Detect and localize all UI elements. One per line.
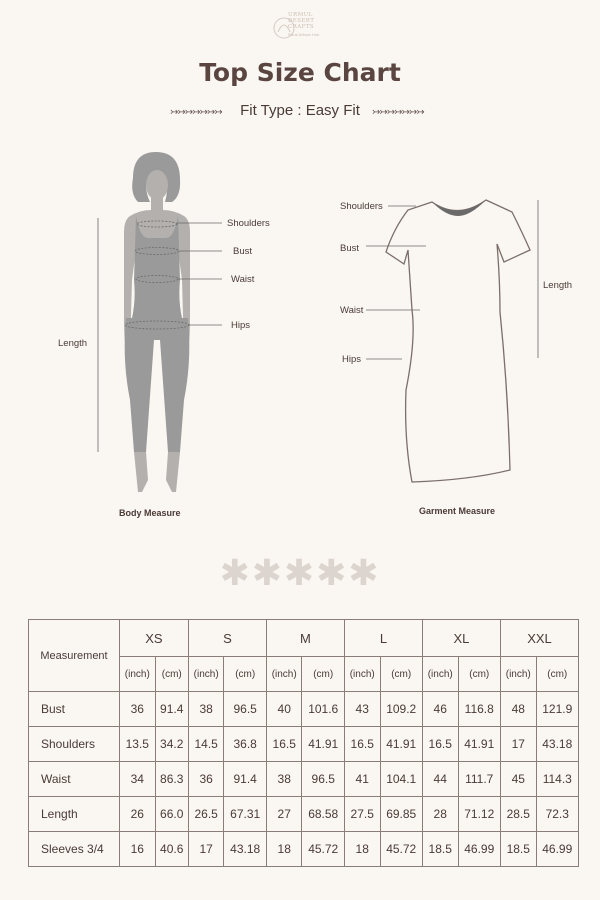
subtitle-row [0,102,600,124]
table-cell: 46.99 [458,832,500,867]
table-cell: 13.5 [120,727,156,762]
unit-cm: (cm) [302,657,344,692]
unit-cm: (cm) [458,657,500,692]
size-header: L [344,620,422,657]
table-cell: 43 [344,692,380,727]
table-row [29,727,579,762]
table-cell: 40.6 [155,832,188,867]
table-cell: 36 [120,692,156,727]
table-cell: 28.5 [500,797,536,832]
table-cell: 36 [188,762,224,797]
table-cell: 96.5 [302,762,344,797]
table-cell: 38 [266,762,302,797]
table-cell: 68.58 [302,797,344,832]
table-cell: 96.5 [224,692,266,727]
table-cell: 45.72 [380,832,422,867]
table-cell: 44 [422,762,458,797]
garment-label-hips: Hips [342,354,362,365]
size-header: XXL [500,620,578,657]
table-cell: 18 [266,832,302,867]
table-cell: 18.5 [422,832,458,867]
table-cell: 72.3 [536,797,578,832]
table-cell: 27 [266,797,302,832]
table-cell: 101.6 [302,692,344,727]
garment-label-waist: Waist [340,305,364,316]
table-cell: 116.8 [458,692,500,727]
table-cell: 38 [188,692,224,727]
table-cell: 26.5 [188,797,224,832]
table-cell: 45.72 [302,832,344,867]
table-cell: 121.9 [536,692,578,727]
measurement-name: Bust [29,692,120,727]
body-label-bust: Bust [233,246,253,257]
table-row [29,692,579,727]
size-header: M [266,620,344,657]
table-row [29,797,579,832]
table-cell: 36.8 [224,727,266,762]
table-cell: 16.5 [422,727,458,762]
table-cell: 46.99 [536,832,578,867]
table-cell: 104.1 [380,762,422,797]
table-cell: 18 [344,832,380,867]
size-header: S [188,620,266,657]
table-cell: 34.2 [155,727,188,762]
table-cell: 17 [500,727,536,762]
garment-outline-icon [386,200,530,482]
garment-neckline-icon [432,200,486,216]
arrows-left-icon: ↣↣↣↣↣↣↣ [170,107,222,118]
body-label-length: Length [58,338,88,349]
body-label-hips: Hips [231,320,251,331]
fit-type-subtitle: Fit Type : Easy Fit [240,102,360,119]
body-label-shoulders: Shoulders [227,218,270,229]
unit-inch: (inch) [500,657,536,692]
unit-cm: (cm) [536,657,578,692]
brand-name: URMUL DESERT CRAFTS [288,12,315,30]
page-title: Top Size Chart [199,58,401,87]
table-cell: 41.91 [302,727,344,762]
unit-cm: (cm) [224,657,266,692]
table-cell: 41 [344,762,380,797]
table-cell: 34 [120,762,156,797]
measurement-header: Measurement [29,620,120,692]
body-measure-caption: Body Measure [119,508,181,518]
table-row [29,762,579,797]
table-cell: 111.7 [458,762,500,797]
table-cell: 18.5 [500,832,536,867]
measurement-name: Length [29,797,120,832]
table-cell: 16.5 [344,727,380,762]
table-cell: 69.85 [380,797,422,832]
table-cell: 43.18 [224,832,266,867]
unit-inch: (inch) [188,657,224,692]
measurement-name: Sleeves 3/4 [29,832,120,867]
table-cell: 28 [422,797,458,832]
unit-inch: (inch) [120,657,156,692]
table-cell: 109.2 [380,692,422,727]
table-cell: 91.4 [224,762,266,797]
garment-label-length: Length [543,280,573,291]
unit-inch: (inch) [344,657,380,692]
table-row [29,832,579,867]
garment-measure-lines [366,200,538,359]
measurement-name: Shoulders [29,727,120,762]
table-cell: 16.5 [266,727,302,762]
table-cell: 27.5 [344,797,380,832]
size-header: XL [422,620,500,657]
table-cell: 16 [120,832,156,867]
table-cell: 48 [500,692,536,727]
body-label-waist: Waist [231,274,255,285]
table-cell: 66.0 [155,797,188,832]
table-cell: 67.31 [224,797,266,832]
size-header: XS [120,620,189,657]
table-cell: 40 [266,692,302,727]
table-cell: 91.4 [155,692,188,727]
garment-label-shoulders: Shoulders [340,201,383,212]
brand-tagline: Rural Artisan Hub [288,32,320,37]
table-cell: 17 [188,832,224,867]
table-cell: 86.3 [155,762,188,797]
unit-cm: (cm) [380,657,422,692]
size-chart-table [28,619,579,867]
table-cell: 43.18 [536,727,578,762]
table-cell: 114.3 [536,762,578,797]
unit-inch: (inch) [266,657,302,692]
star-divider-icon: ✱✱✱✱✱ [219,552,381,593]
arrows-right-icon: ↣↣↣↣↣↣↣ [372,107,424,118]
table-cell: 45 [500,762,536,797]
table-cell: 41.91 [458,727,500,762]
table-cell: 26 [120,797,156,832]
unit-inch: (inch) [422,657,458,692]
table-cell: 41.91 [380,727,422,762]
garment-label-bust: Bust [340,243,360,254]
measurement-name: Waist [29,762,120,797]
measure-figures [0,140,600,530]
table-cell: 71.12 [458,797,500,832]
garment-measure-caption: Garment Measure [419,506,496,516]
table-cell: 46 [422,692,458,727]
table-cell: 14.5 [188,727,224,762]
unit-cm: (cm) [155,657,188,692]
